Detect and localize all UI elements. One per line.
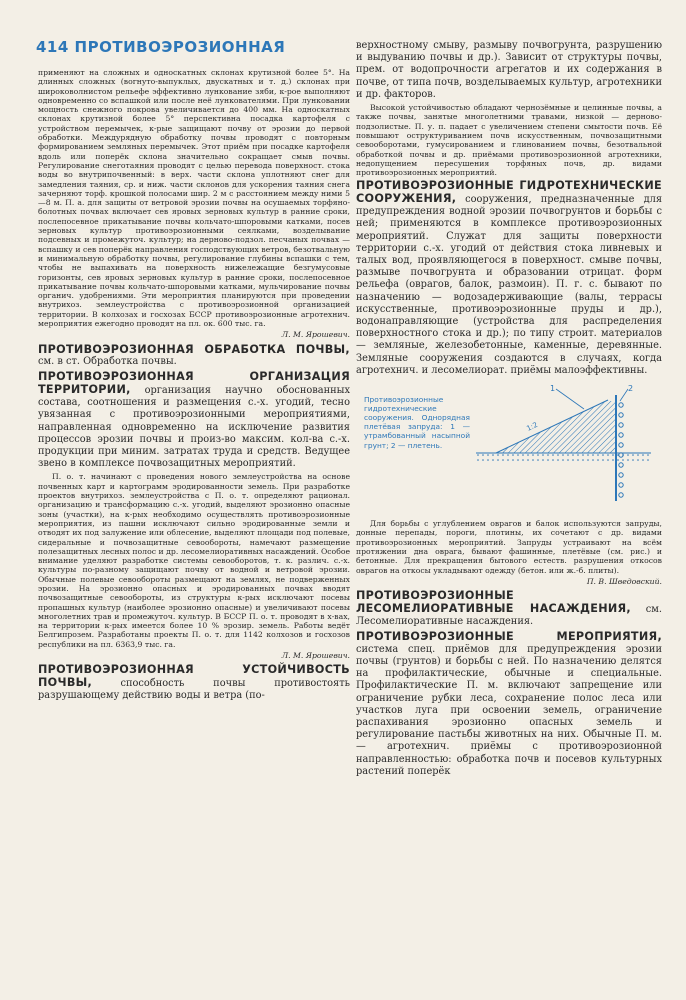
running-title: ПРОТИВОЭРОЗИОННАЯ (74, 38, 286, 56)
entry-text: сооружения, предназначенные для предупреждения водной эрозии почвогрунтов и борьбы с ней; применяются в комплексе противоэрозионных мероприятий. Служат для защиты поверхности территории с.-х. угодий от действия стока ливневых и талых вод, проявляющегося в поверхност. смыве почвы, размыве почвогрунта и образовании отрицат. форм рельефа (оврагов, балок, размоин). П. г. с. бывают по назначению — водозадерживающие (валы, террасы искусственные, противоэрозионные пруды и др.), водонаправляющие (устройства для распределения поверхностного стока и др.); по типу строит. материалов — земляные, железобетонные, каменные, деревянные. Земляные сооружения создаются в случаях, когда агротехнич. и лесомелиорат. приёмы малоэффективны. (356, 193, 663, 376)
callout-line-1 (556, 389, 584, 409)
entry-title: ПРОТИВОЭРОЗИОННЫЕ ГИДРОТЕХНИЧЕСКИЕ СООРУЖЕНИЯ, (356, 179, 662, 205)
entry-soil-stability (38, 664, 350, 702)
entry-text: система спец. приёмов для предупреждения эрозии почвы (грунтов) и борьбы с ней. По назначению делятся на профилактические, обычные и специальные. Профилактические П. м. включают запрещение или ограничение рубки леса, сохранение полос леса или участков луга при освоении земель, ограничение распахивания эрозионно опасных земель и регулирование пастьбы животных на них. Обычные П. м. — агротехнич. приёмы с противоэрозионной направленностью: обработка почв и посевов культурных растений поперёк (356, 643, 662, 777)
slope-ratio-label: 1:2 (525, 420, 540, 433)
intro-author: Л. М. Ярошевич. (281, 330, 350, 340)
entry-territory-organization (38, 371, 350, 470)
callout-line-2 (620, 389, 628, 401)
entry-hydro-structures (356, 180, 662, 377)
wattle-weave (619, 403, 623, 497)
label-1: 1 (550, 384, 556, 394)
entry-title: ПРОТИВОЭРОЗИОННЫЕ ЛЕСОМЕЛИОРАТИВНЫЕ НАСАЖДЕНИЯ, (356, 589, 631, 615)
entry-forest-plantings (356, 590, 662, 628)
entry-erosion-measures (356, 631, 662, 778)
entry-text: см. Лесомелиоративные насаждения. (356, 603, 663, 627)
entry-erosion-tillage (38, 344, 350, 369)
page-header (36, 38, 285, 56)
entry-text: см. в ст. Обработка почвы. (38, 356, 177, 368)
compacted-soil-fill (496, 401, 616, 453)
entry-title: ПРОТИВОЭРОЗИОННАЯ ОБРАБОТКА ПОЧВЫ, (38, 342, 350, 356)
entry-text: организация научно обоснованных состава, соотношения и размещения с.-х. угодий, тесно увязанная с противоэрозионными мероприятиями, направленная одновременно на исключение развития процессов эрозии почвы и произ-во максим. кол-ва с.-х. продукции при миним. затратах труда и средств. Ведущее звено в комплексе почвозащитных мероприятий. (38, 385, 351, 470)
entry-title: ПРОТИВОЭРОЗИОННЫЕ МЕРОПРИЯТИЯ, (356, 630, 662, 644)
label-2: 2 (628, 384, 634, 394)
ground-layer (476, 453, 651, 463)
left-column (38, 68, 350, 704)
entry-title: ПРОТИВОЭРОЗИОННАЯ ОРГАНИЗАЦИЯ ТЕРРИТОРИИ, (38, 370, 350, 396)
intro-paragraph: применяют на сложных и однoскатных склонах крутизной более 5°. На длинных сложных (вогнуто-выпуклых, двускатных и т. д.) склонах при широковолнистом рельефе эффективно лункование зяби, к-рое выполняют одновременно со вспашкой или после неё лункователями. При лунковании мощность снежного покрова увеличивается до 400 мм. На однoскатных склонах крутизной более 5° перспективна посадка картофеля с устройством перемычек, к-рые защищают почву от эрозии до первой обработки. Междурядную обработку почвы проводят с повторным формированием земляных перемычек. Этот приём при посадке картофеля вдоль или поперёк склона значительно сокращает смыв почвы. Регулирование снеготаяния проводят с целью перевода поверхност. стока воды во внутрипочвенный: в верх. части склона уплотняют снег для замедления таяния, ср. и ниж. части склонов для ускорения таяния снега зачерняют торф. крошкой полосами шир. 2 м с расстоянием между ними 5—8 м. П. а. для защиты от ветровой эрозии почвы на осушаемых торфяно-болотных почвах включает сев яровых зерновых культур в ранние сроки, послепосевное прикатывание почвы кольчато-шпоровыми катками, посев зерновых культур противоэрозионными сеялками, возделывание подсевных и промежуточ. культур; на дерново-подзол. песчаных почвах — вспашку и сев поперёк направления господствующих ветров, безотвальную и минимальную обработку почвы, регулирование глубины вспашки с тем, чтобы не выпахивать на поверхность нижележащие безгумусовые горизонты, сев яровых зерновых культур в ранние сроки, послепосевное прикатывание почвы кольчато-шпоровыми катками, мульчирование почвы органич. удобрениями. Эти мероприятия планируются при проведении внутрихоз. землеустройства с противоэрозионной организацией территории. В колхозах и госхозах БССР противоэрозионные агротехнич. мероприятия ежегодно проводят на пл. ок. 600 тыс. га. (38, 68, 350, 329)
after-figure-author: П. В. Шведовский. (586, 576, 662, 586)
entry-author: Л. М. Ярошевич. (281, 651, 350, 661)
continued-body: Высокой устойчивостью обладают чернозёмные и целинные почвы, а также почвы, занятые многолетними травами, низкой — дерново-подзолистые. П. у. п. падает с увеличением степени смытости почв. Её повышают оструктуриванием почв искусственным, почвозащитными севооборотами, гумусированием и глинованием почвы, безотвальной обработкой почвы и др. приёмами противоэрозионной агротехники, недопущением пересушения торфяных почв, др. видами противоэрозионных мероприятий. (356, 103, 662, 178)
after-figure-text: Для борьбы с углублением оврагов и балок используются запруды, донные перепады, пороги, плотины, их сочетают с др. видами противоэрозионных мероприятий. Запруды устраивают на всём протяжении дна оврага, бывают фашинные, плетёвые (см. рис.) и бетонные. Для прекращения бытового естеств. разрушения откосов оврагов на откосы укладывают одежду (бетон. или ж.-б. плиты). (356, 519, 662, 575)
entry-text: способность почвы противостоять разрушающему действию воды и ветра (по- (38, 677, 350, 702)
continued-text: верхностному смыву, размыву почвогрунта, разрушению и выдуванию почвы и др.). Зависит от структуры почвы, прем. от водопрочности агрегатов и их содержания в почве, от типа почв, возделываемых культур, агротехники и др. факторов. (356, 40, 662, 100)
entry-title: ПРОТИВОЭРОЗИОННАЯ УСТОЙЧИВОСТЬ ПОЧВЫ, (38, 663, 350, 689)
figure-wattle-dam (356, 383, 662, 511)
right-column (356, 40, 662, 780)
wattle-dam-illustration (476, 383, 656, 511)
entry-body: П. о. т. начинают с проведения нового землеустройства на основе почвенных карт и картограмм эродированности земель. При разработке проектов внутрихоз. землеустройства с П. о. т. определяют рационал. организацию и трансформацию с.-х. угодий, выделяют эрозионно опасные зоны (участки), на к-рых необходимо осуществлять противоэрозионные мероприятия, из пашни исключают сильно эродированные земли и отводят их под залужение или облесение, выделяют площади под полевые, сидеральные и почвозащитные севообороты, намечают размещение полезащитных лесных полос и др. лесомелиоративных насаждений. Особое внимание уделяют разработке системы севооборотов, т. к. различ. с.-х. культуры по-разному защищают почву от водной и ветровой эрозии. Обычные полевые севообороты размещают на землях, не подверженных эрозии. На эрозионно опасных и эродированных почвах вводят почвозащитные севообороты, из структуры к-рых исключают посевы пропашных культур (наиболее эрозионно опасные) и увеличивают посевы многолетних трав и промежуточ. культур. В БССР П. о. т. проводят в х-вах, на территории к-рых имеется более 10 % эрозир. земель. Работы ведёт Белгипрозем. Разработаны проекты П. о. т. для 1142 колхозов и госхозов республики на пл. 6363,9 тыс. га. (38, 472, 350, 649)
figure-caption: Противоэрозионные гидротехнические сооружения. Однорядная плетёвая запруда: 1 — утрамбованный насыпной грунт; 2 — плетень. (364, 395, 470, 450)
page-number: 414 (36, 38, 69, 56)
